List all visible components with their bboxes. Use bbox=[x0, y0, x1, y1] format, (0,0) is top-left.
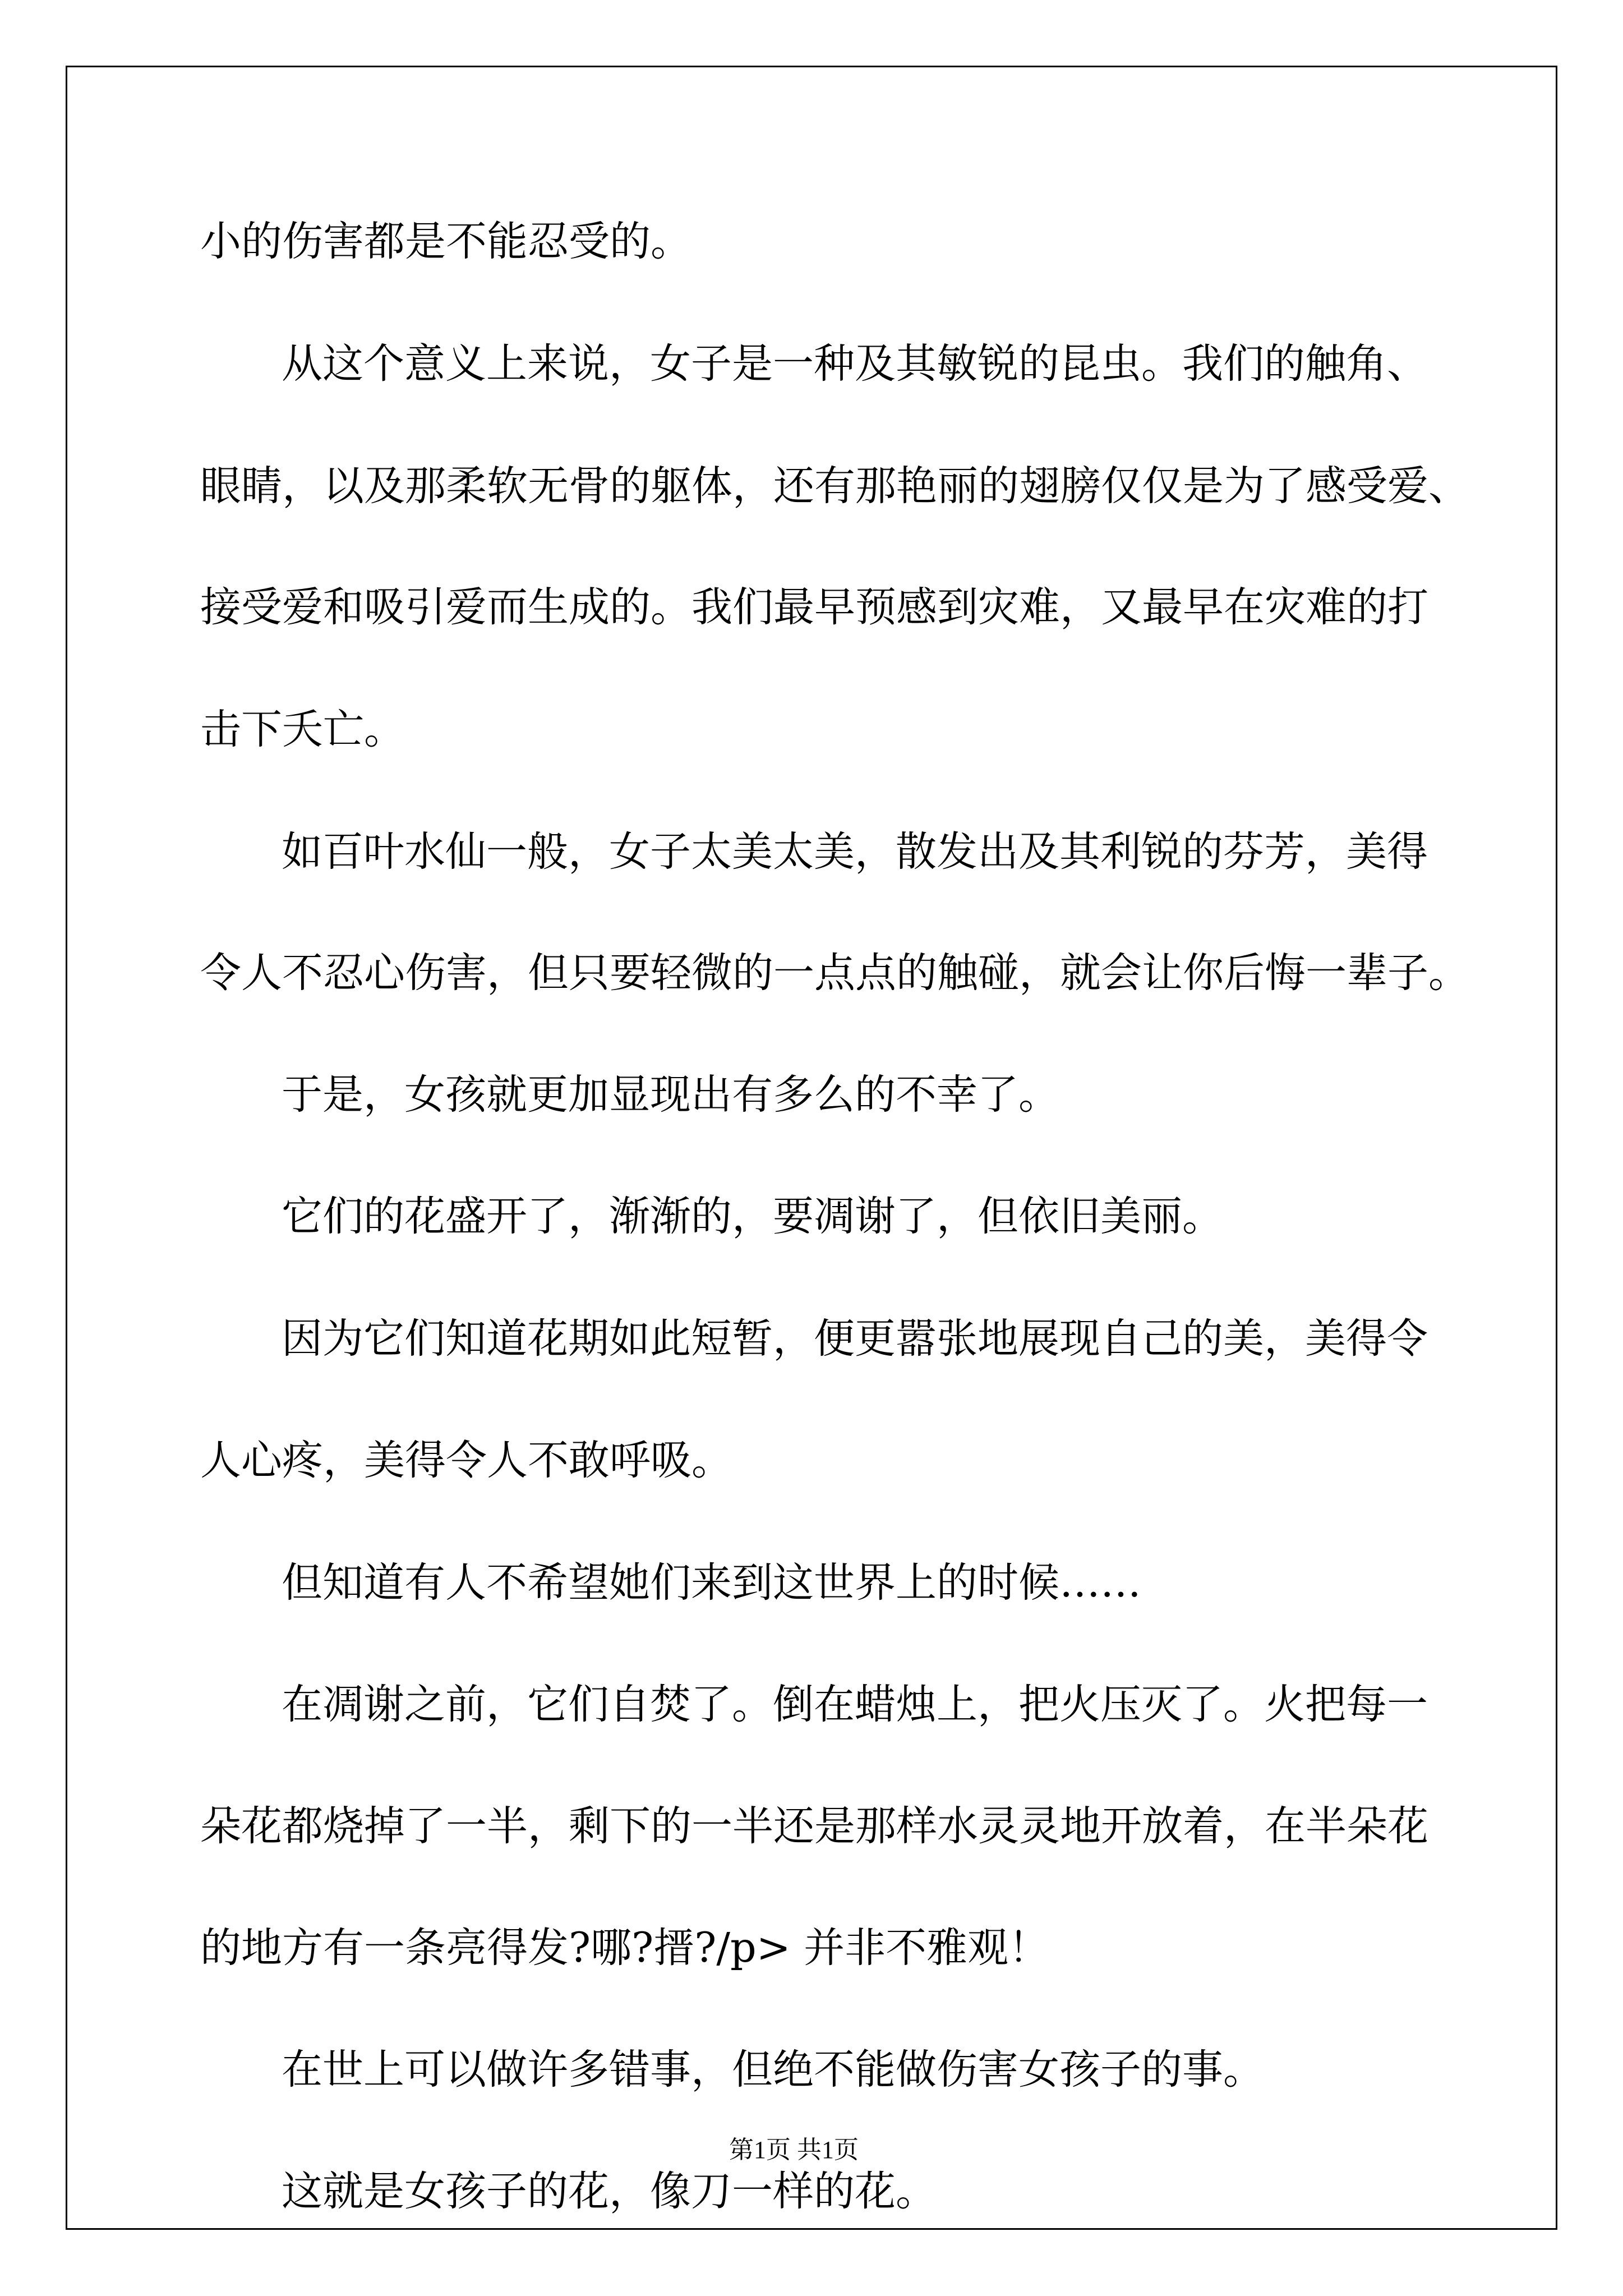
text-line: 因为它们知道花期如此短暂，便更嚣张地展现自己的美，美得令 bbox=[282, 1315, 1428, 1363]
text-line: 接受爱和吸引爱而生成的。我们最早预感到灾难，又最早在灾难的打 bbox=[200, 583, 1428, 631]
page-footer: 第1页 共1页 bbox=[729, 2136, 859, 2164]
text-line: 从这个意义上来说，女子是一种及其敏锐的昆虫。我们的触角、 bbox=[282, 340, 1428, 388]
text-line: 在凋谢之前，它们自焚了。倒在蜡烛上，把火压灭了。火把每一 bbox=[282, 1681, 1428, 1728]
text-line: 它们的花盛开了，渐渐的，要凋谢了，但依旧美丽。 bbox=[282, 1193, 1223, 1240]
text-line: 这就是女孩子的花，像刀一样的花。 bbox=[282, 2168, 937, 2215]
text-line: 眼睛，以及那柔软无骨的躯体，还有那艳丽的翅膀仅仅是为了感受爱、 bbox=[200, 462, 1469, 510]
text-line: 人心疼，美得令人不敢呼吸。 bbox=[200, 1437, 732, 1484]
text-line: 的地方有一条亮得发?哪?搢?/p> 并非不雅观！ bbox=[200, 1924, 1050, 1972]
page-border bbox=[66, 66, 1557, 2230]
text-line: 令人不忍心伤害，但只要轻微的一点点的触碰，就会让你后悔一辈子。 bbox=[200, 949, 1469, 997]
text-line: 击下夭亡。 bbox=[200, 706, 405, 753]
text-line: 在世上可以做许多错事，但绝不能做伤害女孩子的事。 bbox=[282, 2046, 1264, 2093]
text-line: 朵花都烧掉了一半，剩下的一半还是那样水灵灵地开放着，在半朵花 bbox=[200, 1802, 1428, 1850]
text-line: 如百叶水仙一般，女子太美太美，散发出及其利锐的芬芳，美得 bbox=[282, 828, 1428, 876]
text-line: 但知道有人不希望她们来到这世界上的时候…… bbox=[282, 1559, 1141, 1607]
text-line: 于是，女孩就更加显现出有多么的不幸了。 bbox=[282, 1071, 1059, 1119]
text-line: 小的伤害都是不能忍受的。 bbox=[200, 218, 691, 265]
